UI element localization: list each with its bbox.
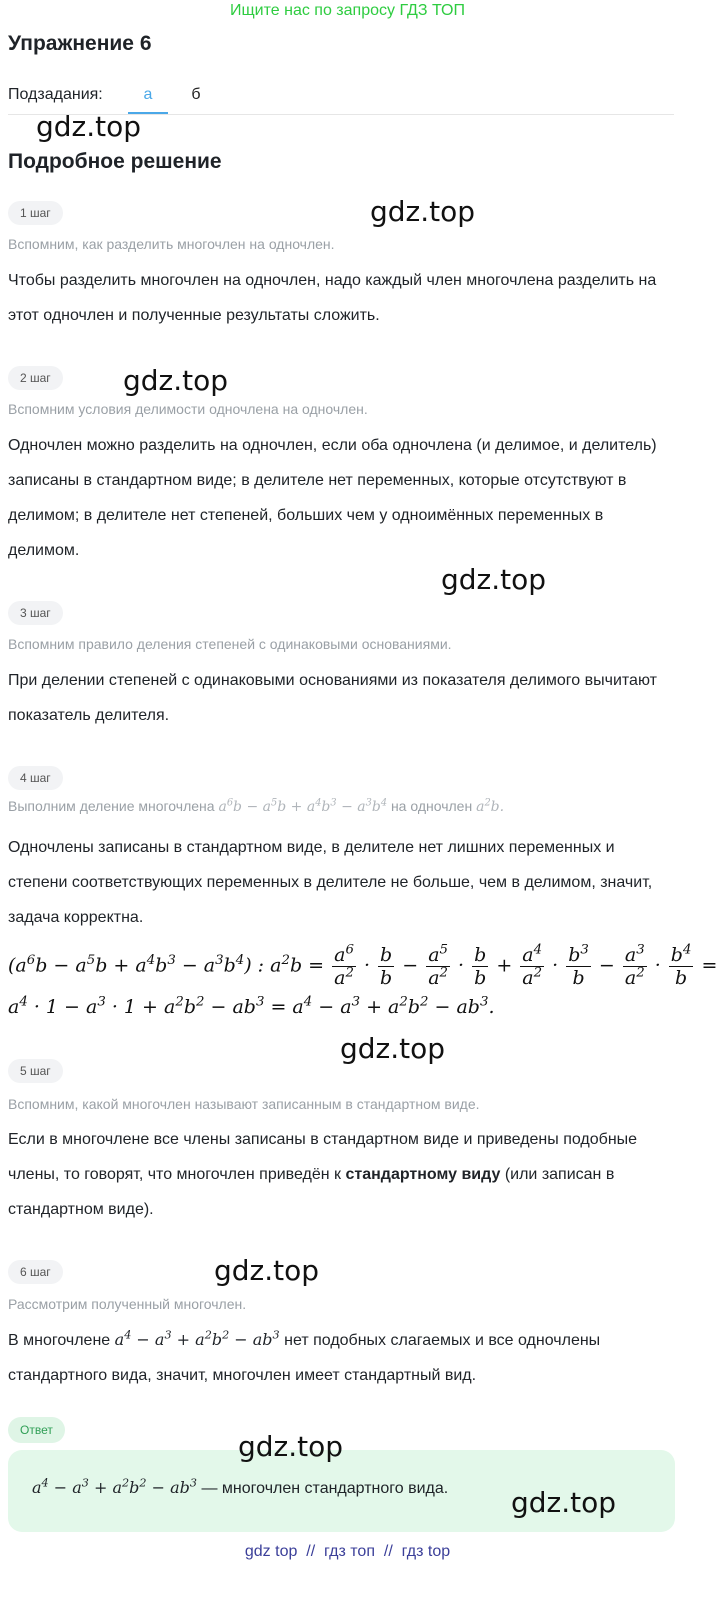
step-hint-prefix: Выполним деление многочлена: [8, 798, 215, 814]
step-hint-middle: на одночлен: [390, 798, 473, 814]
step-hint: [8, 798, 504, 815]
monomial-formula: $a^2b$.: [476, 797, 505, 815]
watermark: gdz.top: [214, 1254, 320, 1287]
step-hint: Вспомним, как разделить многочлен на одночлен.: [8, 236, 335, 252]
watermark: gdz.top: [340, 1032, 446, 1065]
step-text-before: Если в многочлене все члены записаны в стандартном виде и приведены подобные члены, то говорят, что многочлен приведён к: [8, 1131, 638, 1183]
step-badge: 6 шаг: [8, 1260, 63, 1284]
watermark: gdz.top: [123, 364, 229, 397]
step-hint: Вспомним правило деления степеней с одинаковыми основаниями.: [8, 636, 452, 652]
step-text: При делении степеней с одинаковыми основаниями из показателя делимого вычитают показатель делителя.: [8, 672, 657, 724]
watermark: gdz.top: [36, 110, 142, 143]
step-badge: 4 шаг: [8, 766, 63, 790]
watermark: gdz.top: [441, 563, 547, 596]
step-text: Одночлены записаны в стандартном виде, в делителе нет лишних переменных и степени соответствующих переменных в делителе не больше, чем в делимом, значит, задача корректна.: [8, 839, 653, 926]
step-hint: Вспомним условия делимости одночлена на одночлен.: [8, 401, 368, 417]
top-banner: Ищите нас по запросу ГДЗ ТОП: [230, 2, 465, 19]
answer-label: — многочлен стандартного вида.: [201, 1480, 449, 1497]
division-equation-line-1: $(a^6b - a^5b + a^4b^3 - a^3b^4)$ : $a^2b$ = $\frac{a^6}{a^2}$ · $\frac{b}{b}$ − $\frac{a^5}{a^2}$ · $\frac{b}{b}$ + $\frac{a^4}{a^2}$ · $\frac{b^3}{b}$ − $\frac{a^3}{a^2}$ · $\frac{b^4}{b}$ =: [8, 942, 717, 989]
step-badge: 3 шаг: [8, 601, 63, 625]
step-text-prefix: В многочлене: [8, 1332, 111, 1349]
polynomial-formula: $a^6b - a^5b + a^4b^3 - a^3b^4$: [218, 797, 388, 815]
watermark: gdz.top: [238, 1430, 344, 1463]
step-hint: Рассмотрим полученный многочлен.: [8, 1296, 247, 1312]
answer-badge: Ответ: [8, 1417, 65, 1443]
answer-formula: $a^4 - a^3 + a^2b^2 - ab^3$: [32, 1476, 198, 1497]
step-text: Чтобы разделить многочлен на одночлен, надо каждый член многочлена разделить на этот одночлен и полученные результаты сложить.: [8, 272, 657, 324]
term-standard-form: стандартному виду: [345, 1166, 501, 1183]
step-text: [8, 1322, 678, 1393]
watermark: gdz.top: [370, 195, 476, 228]
division-equation-line-2: $a^4 \cdot 1 - a^3 \cdot 1 + a^2b^2 - ab^3 = a^4 - a^3 + a^2b^2 - ab^3$.: [8, 994, 495, 1018]
watermark: gdz.top: [511, 1486, 617, 1519]
section-title: Подробное решение: [8, 150, 222, 173]
step-badge: 2 шаг: [8, 366, 63, 390]
step-text: [8, 1122, 678, 1227]
polynomial-formula: $a^4 - a^3 + a^2b^2 - ab^3$: [114, 1328, 280, 1349]
step-badge: 1 шаг: [8, 201, 63, 225]
footer-links[interactable]: gdz top // гдз топ // гдз top: [244, 1543, 451, 1560]
exercise-title: Упражнение 6: [8, 32, 152, 55]
step-text-suffix: нет подобных слагаемых и все одночлены стандартного вида, значит, многочлен имеет стандартный вид.: [8, 1332, 601, 1384]
step-hint: Вспомним, какой многочлен называют записанным в стандартном виде.: [8, 1096, 480, 1112]
step-text-after: (или записан в стандартном виде).: [8, 1166, 615, 1218]
step-text: Одночлен можно разделить на одночлен, если оба одночлена (и делимое, и делитель) записаны в стандартном виде; в делителе нет переменных, которые отсутствуют в делимом; в делителе нет степеней, больших чем у одноимённых переменных в делимом.: [8, 437, 657, 559]
tab-subtask-a[interactable]: а: [143, 86, 153, 103]
tab-subtask-b[interactable]: б: [191, 86, 201, 103]
step-badge: 5 шаг: [8, 1059, 63, 1083]
answer-text: [32, 1478, 448, 1498]
subtasks-label: Подзадания:: [8, 86, 103, 103]
